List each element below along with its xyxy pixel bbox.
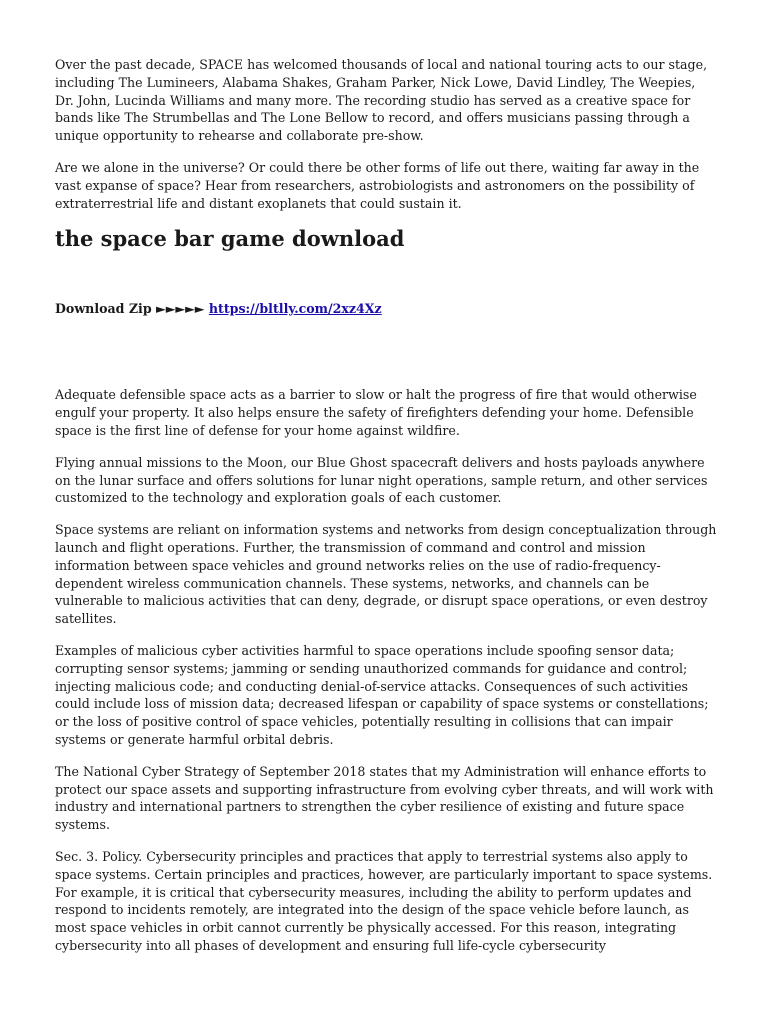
- download-link[interactable]: https://bltlly.com/2xz4Xz: [208, 301, 382, 317]
- paragraph-defensible-space: Adequate defensible space acts as a barrier to slow or halt the progress of fire that would otherwise engulf your property. It also helps ensure the safety of firefighters defending your home. Defensible space is the first line of defense for your home against wildfire.: [55, 387, 697, 438]
- paragraph-space-systems: Space systems are reliant on information systems and networks from design conceptualization through launch and flight operations. Further, the transmission of command and control and mission information between space vehicles and ground networks relies on the use of radio-frequency-dependent wireless communication channels. These systems, networks, and channels can be vulnerable to malicious activities that can deny, degrade, or disrupt space operations, or even destroy satellites.: [55, 522, 717, 627]
- paragraph-cyber-activities: Examples of malicious cyber activities harmful to space operations include spoofing sensor data; corrupting sensor systems; jamming or sending unauthorized commands for guidance and control; injecting malicious code; and conducting denial-of-service attacks. Consequences of such activities could include loss of mission data; decreased lifespan or capability of space systems or constellations; or the loss of positive control of space vehicles, potentially resulting in collisions that can impair systems or generate harmful orbital debris.: [55, 642, 709, 747]
- paragraph-blue-ghost: Flying annual missions to the Moon, our Blue Ghost spacecraft delivers and hosts payloads anywhere on the lunar surface and offers solutions for lunar night operations, sample return, and other services customized to the technology and exploration goals of each customer.: [55, 454, 708, 506]
- download-line: [55, 300, 717, 318]
- paragraph-policy: Sec. 3. Policy. Cybersecurity principles and practices that apply to terrestrial systems also apply to space systems. Certain principles and practices, however, are particularly important to space systems. For example, it is critical that cybersecurity measures, including the ability to perform updates and respond to incidents remotely, are integrated into the design of the space vehicle before launch, as most space vehicles in orbit cannot currently be physically accessed. For this reason, integrating cybersecurity into all phases of development and ensuring full life-cycle cybersecurity: [55, 848, 713, 953]
- spacer: [55, 318, 717, 386]
- download-label: Download Zip ►►►►►: [55, 301, 209, 317]
- page-heading: the space bar game download: [55, 226, 405, 252]
- paragraph-national-cyber-strategy: The National Cyber Strategy of September 2018 states that my Administration will enhance efforts to protect our space assets and supporting infrastructure from evolving cyber threats, and will work with industry and international partners to strengthen the cyber resilience of existing and future space systems.: [55, 763, 714, 833]
- intro-paragraph-space-venue: Over the past decade, SPACE has welcomed thousands of local and national touring acts to our stage, including The Lumineers, Alabama Shakes, Graham Parker, Nick Lowe, David Lindley, The Weepies, Dr. John, Lucinda Williams and many more. The recording studio has served as a creative space for bands like The Strumbellas and The Lone Bellow to record, and offers musicians passing through a unique opportunity to rehearse and collaborate pre-show.: [55, 57, 708, 144]
- intro-paragraph-alone-in-universe: Are we alone in the universe? Or could there be other forms of life out there, waiting far away in the vast expanse of space? Hear from researchers, astrobiologists and astronomers on the possibility of extraterrestrial life and distant exoplanets that could sustain it.: [55, 159, 700, 211]
- document-page: [55, 56, 717, 969]
